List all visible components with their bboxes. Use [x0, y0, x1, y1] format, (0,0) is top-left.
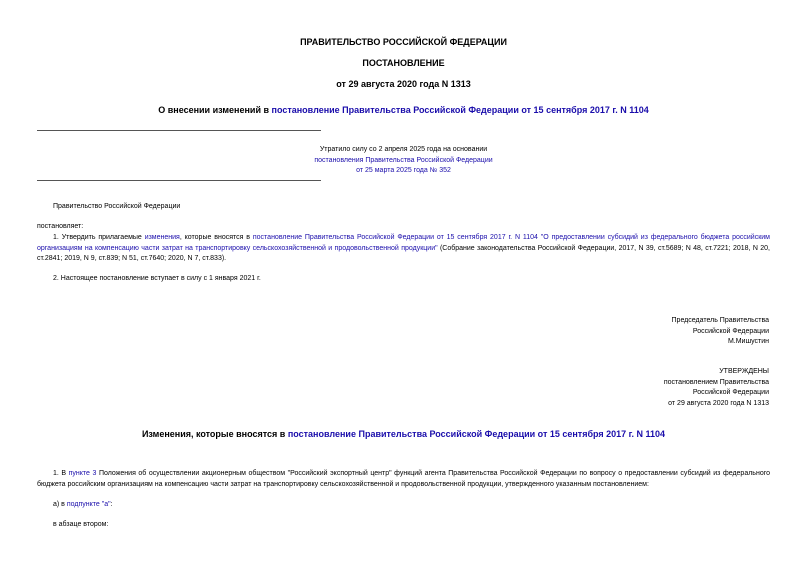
changes-decree-link[interactable]: постановление Правительства Российской Федерации от 15 сентября 2017 г. N 1104	[287, 429, 666, 439]
p1-text-b: , которые вносятся в	[179, 234, 253, 241]
changes-title	[0, 429, 807, 439]
approval-block	[664, 367, 769, 409]
p1-text-a: 1. Утвердить прилагаемые	[53, 234, 145, 241]
approval-line4: от 29 августа 2020 года N 1313	[668, 399, 769, 407]
signature-org: Российской Федерации	[692, 327, 769, 335]
p1-text-c: (Собрание законодательства Российской Федерации, 2017, N 39, ст.5689; N 48, ст.7221; 2018, N 20, ст.2841; 2019, N 9, ст.839; N 51, ст.7640; 2020, N 7, ст.833).	[37, 244, 770, 262]
approval-line2: постановлением Правительства	[663, 378, 769, 386]
change-item-1	[37, 469, 770, 490]
repeal-decree-link[interactable]: постановления Правительства Российской Федерации	[314, 156, 493, 164]
signature-block	[672, 316, 769, 348]
changes-title-prefix: Изменения, которые вносятся в	[141, 429, 288, 439]
paragraph-1	[37, 233, 770, 265]
change-item-a	[53, 500, 113, 511]
c1-text-a: 1. В	[53, 470, 69, 477]
c2-text-a: а) в	[53, 501, 67, 508]
paragraph-2: 2. Настоящее постановление вступает в силу с 1 января 2021 г.	[53, 275, 261, 282]
signature-position: Председатель Правительства	[671, 317, 769, 324]
change-item-paragraph: в абзаце втором:	[53, 521, 109, 528]
clause-3-link[interactable]: пункте 3	[68, 470, 97, 477]
repeal-note-line1: Утратило силу со 2 апреля 2025 года на основании	[319, 146, 488, 153]
subclause-a-link[interactable]: подпункте "а"	[66, 501, 111, 508]
repeal-note	[0, 145, 807, 177]
decree-1104-link[interactable]: постановление Правительства Российской Федерации от 15 сентября 2017 г. N 1104 "О предоставлении субсидий из федерального бюджета российским организациям на компенсацию части затрат на транспортировку сельскохозяйственной и продовольственной продукции"	[37, 234, 770, 252]
document-date-number: от 29 августа 2020 года N 1313	[336, 79, 471, 89]
document-title	[0, 105, 807, 115]
amended-decree-link[interactable]: постановление Правительства Российской Федерации от 15 сентября 2017 г. N 1104	[271, 105, 649, 115]
signature-name: М.Мишустин	[727, 338, 769, 345]
c2-text-b: :	[110, 501, 113, 508]
divider-bottom	[37, 180, 321, 181]
c1-text-b: Положения об осуществлении акционерным обществом "Российский экспортный центр" функций агента Правительства Российской Федерации по вопросу о предоставлении субсидий из федерального бюджета российским организациям на компенсацию части затрат на транспортировку сельскохозяйственной и продовольственной продукции, утвержденного указанным постановлением:	[37, 470, 771, 488]
preamble: Правительство Российской Федерации	[53, 203, 181, 210]
changes-link[interactable]: изменения	[144, 234, 180, 241]
title-prefix: О внесении изменений в	[158, 105, 272, 115]
government-heading: ПРАВИТЕЛЬСТВО РОССИЙСКОЙ ФЕДЕРАЦИИ	[300, 37, 507, 47]
approval-title: УТВЕРЖДЕНЫ	[719, 368, 769, 375]
approval-line3: Российской Федерации	[692, 389, 769, 396]
repeal-decree-date-link[interactable]: от 25 марта 2025 года № 352	[356, 167, 451, 174]
document-type: ПОСТАНОВЛЕНИЕ	[362, 58, 445, 68]
decrees-word: постановляет:	[37, 223, 84, 230]
divider-top	[37, 130, 321, 131]
